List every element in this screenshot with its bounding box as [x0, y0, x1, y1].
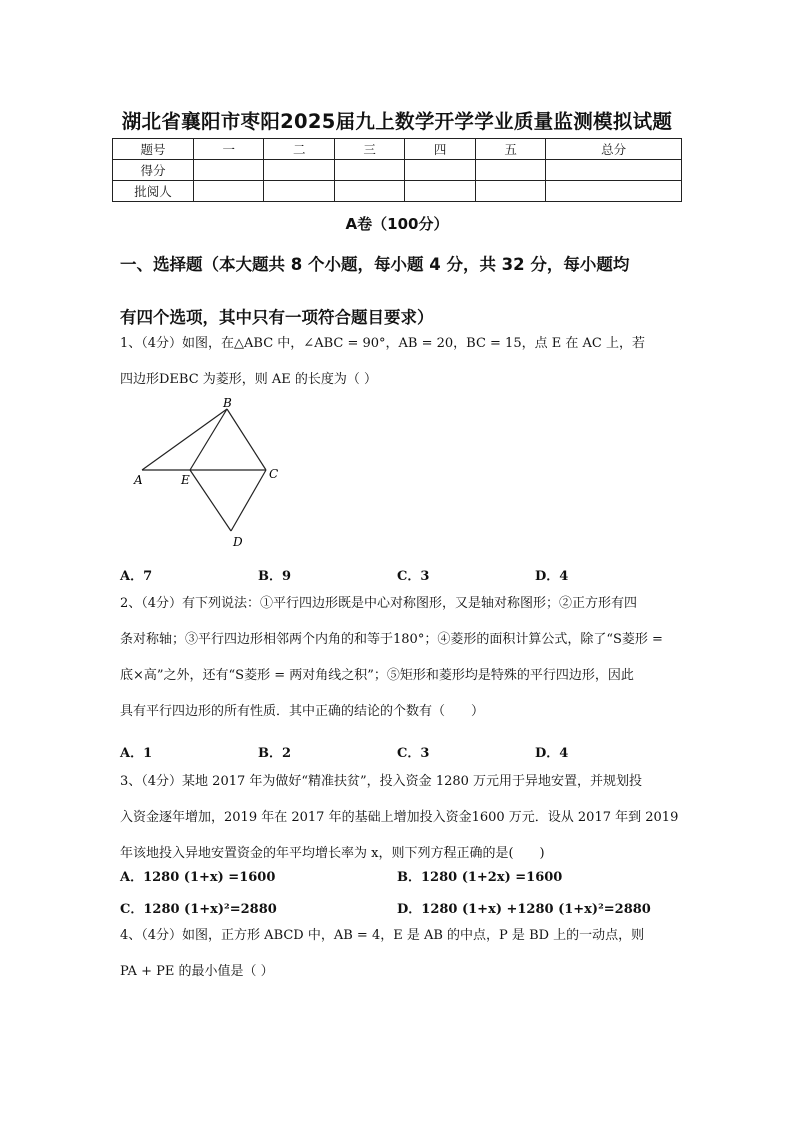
option-b[interactable]: B．1280 (1+2x) =1600 — [397, 870, 563, 885]
option-c[interactable]: C．3 — [397, 569, 430, 584]
table-cell: 总分 — [546, 139, 682, 160]
table-cell: 批阅人 — [113, 181, 194, 202]
option-a[interactable]: A．1 — [120, 746, 153, 761]
question-text: 条对称轴；③平行四边形相邻两个内角的和等于180°；④菱形的面积计算公式，除了“S菱形 = — [120, 632, 663, 647]
question-text: 1、（4分）如图，在△ABC 中，∠ABC = 90°，AB = 20，BC = 15，点 E 在 AC 上，若 — [120, 336, 645, 351]
table-cell: 二 — [264, 139, 334, 160]
option-d[interactable]: D．4 — [535, 746, 569, 761]
option-a[interactable]: A．7 — [120, 569, 153, 584]
option-b[interactable]: B．9 — [258, 569, 292, 584]
page-title: 湖北省襄阳市枣阳2025届九上数学开学学业质量监测模拟试题 — [121, 110, 673, 133]
table-row — [113, 181, 682, 202]
option-d[interactable]: D．4 — [535, 569, 569, 584]
option-b[interactable]: B．2 — [258, 746, 292, 761]
volume-heading: A卷（100分） — [345, 215, 449, 233]
question-text: 年该地投入异地安置资金的年平均增长率为 x，则下列方程正确的是( ) — [120, 846, 545, 861]
question-text: 四边形DEBC 为菱形，则 AE 的长度为（ ） — [120, 372, 378, 387]
option-d[interactable]: D．1280 (1+x) +1280 (1+x)²=2880 — [397, 902, 651, 917]
score-cell[interactable] — [194, 181, 264, 202]
option-c[interactable]: C．3 — [397, 746, 430, 761]
question-text: 2、（4分）有下列说法：①平行四边形既是中心对称图形，又是轴对称图形；②正方形有四 — [120, 596, 638, 611]
question-text: 入资金逐年增加，2019 年在 2017 年的基础上增加投入资金1600 万元．设从 2017 年到 2019 — [120, 810, 679, 825]
table-cell: 得分 — [113, 160, 194, 181]
score-table — [112, 138, 682, 202]
table-cell: 题号 — [113, 139, 194, 160]
question-text: 4、（4分）如图，正方形 ABCD 中，AB = 4，E 是 AB 的中点，P 是 BD 上的一动点，则 — [120, 928, 645, 943]
question-text: 底×高”之外，还有“S菱形 = 两对角线之积”；⑤矩形和菱形均是特殊的平行四边形，因此 — [120, 668, 634, 683]
question-3 — [120, 764, 680, 872]
table-cell: 四 — [405, 139, 475, 160]
option-c[interactable]: C．1280 (1+x)²=2880 — [120, 902, 277, 917]
label-B: B — [223, 396, 232, 410]
question-text: 3、（4分）某地 2017 年为做好“精准扶贫”，投入资金 1280 万元用于异地安置，并规划投 — [120, 774, 643, 789]
question-text: PA + PE 的最小值是（ ） — [120, 964, 274, 979]
option-a[interactable]: A．1280 (1+x) =1600 — [120, 870, 276, 885]
score-cell[interactable] — [475, 160, 545, 181]
segment-BC — [227, 409, 266, 470]
score-cell[interactable] — [405, 160, 475, 181]
label-D: D — [233, 535, 243, 549]
label-A: A — [134, 473, 143, 487]
table-cell: 三 — [334, 139, 404, 160]
segment-EB — [190, 409, 227, 470]
score-cell[interactable] — [334, 181, 404, 202]
score-cell[interactable] — [194, 160, 264, 181]
score-cell[interactable] — [264, 160, 334, 181]
score-cell[interactable] — [264, 181, 334, 202]
segment-DC — [231, 470, 266, 531]
score-cell[interactable] — [546, 160, 682, 181]
score-cell[interactable] — [334, 160, 404, 181]
label-C: C — [269, 467, 279, 481]
score-cell[interactable] — [546, 181, 682, 202]
question-2 — [120, 586, 680, 730]
score-cell[interactable] — [475, 181, 545, 202]
segment-ED — [190, 470, 231, 531]
question-text: 具有平行四边形的所有性质．其中正确的结论的个数有（ ） — [120, 704, 485, 719]
table-cell: 五 — [475, 139, 545, 160]
section-line: 有四个选项，其中只有一项符合题目要求） — [120, 308, 434, 327]
table-row — [113, 139, 682, 160]
score-cell[interactable] — [405, 181, 475, 202]
rhombus-figure — [130, 395, 300, 555]
table-row — [113, 160, 682, 181]
table-cell: 一 — [194, 139, 264, 160]
section-heading — [120, 245, 680, 338]
question-1 — [120, 326, 680, 398]
section-line: 一、选择题（本大题共 8 个小题，每小题 4 分，共 32 分，每小题均 — [120, 255, 630, 274]
label-E: E — [181, 473, 190, 487]
segment-AB — [142, 409, 227, 470]
question-4 — [120, 918, 680, 990]
